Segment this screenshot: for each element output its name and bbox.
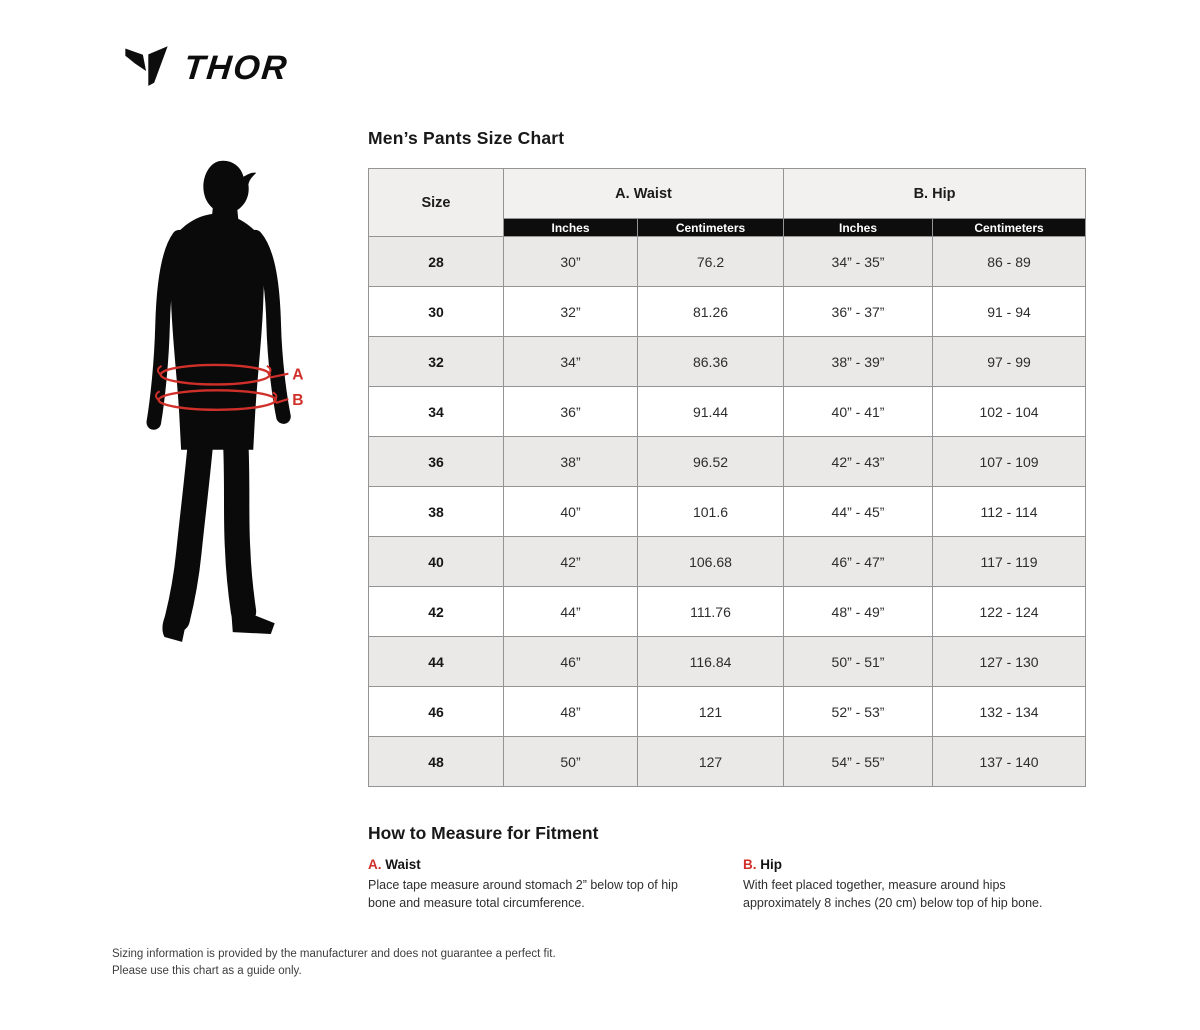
thor-logo [123,44,291,89]
measure-hip-name: Hip [760,857,783,872]
measure-columns [368,857,1085,913]
value-cell: 117 - 119 [933,537,1086,587]
body-measurement-figure [146,157,380,645]
table-row [369,387,1086,437]
value-cell: 40” - 41” [784,387,933,437]
size-cell: 46 [369,687,504,737]
value-cell: 38” [504,437,638,487]
footer-line-1: Sizing information is provided by the manufacturer and does not guarantee a perfect fit. [112,948,556,960]
page-title: Men’s Pants Size Chart [368,128,565,148]
figure-label-a: A [292,366,304,384]
size-cell: 40 [369,537,504,587]
table-row [369,237,1086,287]
value-cell: 112 - 114 [933,487,1086,537]
value-cell: 38” - 39” [784,337,933,387]
value-cell: 81.26 [638,287,784,337]
size-cell: 32 [369,337,504,387]
measure-waist-section [368,857,743,913]
main-content [368,128,1085,913]
value-cell: 102 - 104 [933,387,1086,437]
value-cell: 101.6 [638,487,784,537]
table-row [369,537,1086,587]
measure-hip-title [743,857,1085,872]
value-cell: 48” [504,687,638,737]
value-cell: 50” - 51” [784,637,933,687]
table-row [369,587,1086,637]
value-cell: 40” [504,487,638,537]
col-header-hip-centimeters: Centimeters [933,219,1086,237]
measure-hip-text: With feet placed together, measure around hips approximately 8 inches (20 cm) below top of hip bone. [743,878,1043,910]
size-table-body [369,237,1086,787]
value-cell: 91 - 94 [933,287,1086,337]
value-cell: 111.76 [638,587,784,637]
value-cell: 46” - 47” [784,537,933,587]
table-row [369,287,1086,337]
value-cell: 107 - 109 [933,437,1086,487]
measure-waist-title [368,857,743,872]
value-cell: 42” [504,537,638,587]
value-cell: 116.84 [638,637,784,687]
value-cell: 86.36 [638,337,784,387]
value-cell: 86 - 89 [933,237,1086,287]
value-cell: 36” - 37” [784,287,933,337]
measure-waist-name: Waist [385,857,421,872]
size-cell: 38 [369,487,504,537]
value-cell: 44” [504,587,638,637]
value-cell: 91.44 [638,387,784,437]
value-cell: 46” [504,637,638,687]
value-cell: 106.68 [638,537,784,587]
value-cell: 97 - 99 [933,337,1086,387]
value-cell: 32” [504,287,638,337]
size-cell: 28 [369,237,504,287]
size-cell: 42 [369,587,504,637]
table-row [369,637,1086,687]
value-cell: 122 - 124 [933,587,1086,637]
value-cell: 36” [504,387,638,437]
col-header-waist-centimeters: Centimeters [638,219,784,237]
value-cell: 48” - 49” [784,587,933,637]
value-cell: 30” [504,237,638,287]
col-header-waist-inches: Inches [504,219,638,237]
size-cell: 48 [369,737,504,787]
col-header-waist: A. Waist [504,169,784,219]
value-cell: 121 [638,687,784,737]
table-row [369,487,1086,537]
footer-line-2: Please use this chart as a guide only. [112,965,302,978]
value-cell: 137 - 140 [933,737,1086,787]
figure-label-b: B [292,391,304,409]
col-header-hip-inches: Inches [784,219,933,237]
size-cell: 44 [369,637,504,687]
value-cell: 52” - 53” [784,687,933,737]
measure-waist-letter: A. [368,857,382,872]
value-cell: 44” - 45” [784,487,933,537]
male-silhouette [154,161,284,642]
value-cell: 127 [638,737,784,787]
value-cell: 54” - 55” [784,737,933,787]
value-cell: 50” [504,737,638,787]
value-cell: 132 - 134 [933,687,1086,737]
table-row [369,737,1086,787]
col-header-hip: B. Hip [784,169,1086,219]
thor-horns-icon [123,44,170,89]
table-row [369,437,1086,487]
size-cell: 30 [369,287,504,337]
measure-waist-text: Place tape measure around stomach 2” below top of hip bone and measure total circumference. [368,878,678,910]
size-table [368,168,1086,787]
value-cell: 127 - 130 [933,637,1086,687]
measure-hip-section [743,857,1085,913]
value-cell: 76.2 [638,237,784,287]
value-cell: 34” [504,337,638,387]
value-cell: 96.52 [638,437,784,487]
footer-disclaimer [112,946,556,981]
table-row [369,337,1086,387]
value-cell: 34” - 35” [784,237,933,287]
size-cell: 36 [369,437,504,487]
value-cell: 42” - 43” [784,437,933,487]
thor-logo-text: THOR [182,48,291,87]
table-row [369,687,1086,737]
size-cell: 34 [369,387,504,437]
measure-hip-letter: B. [743,857,757,872]
measure-heading: How to Measure for Fitment [368,823,599,843]
col-header-size: Size [369,169,504,237]
